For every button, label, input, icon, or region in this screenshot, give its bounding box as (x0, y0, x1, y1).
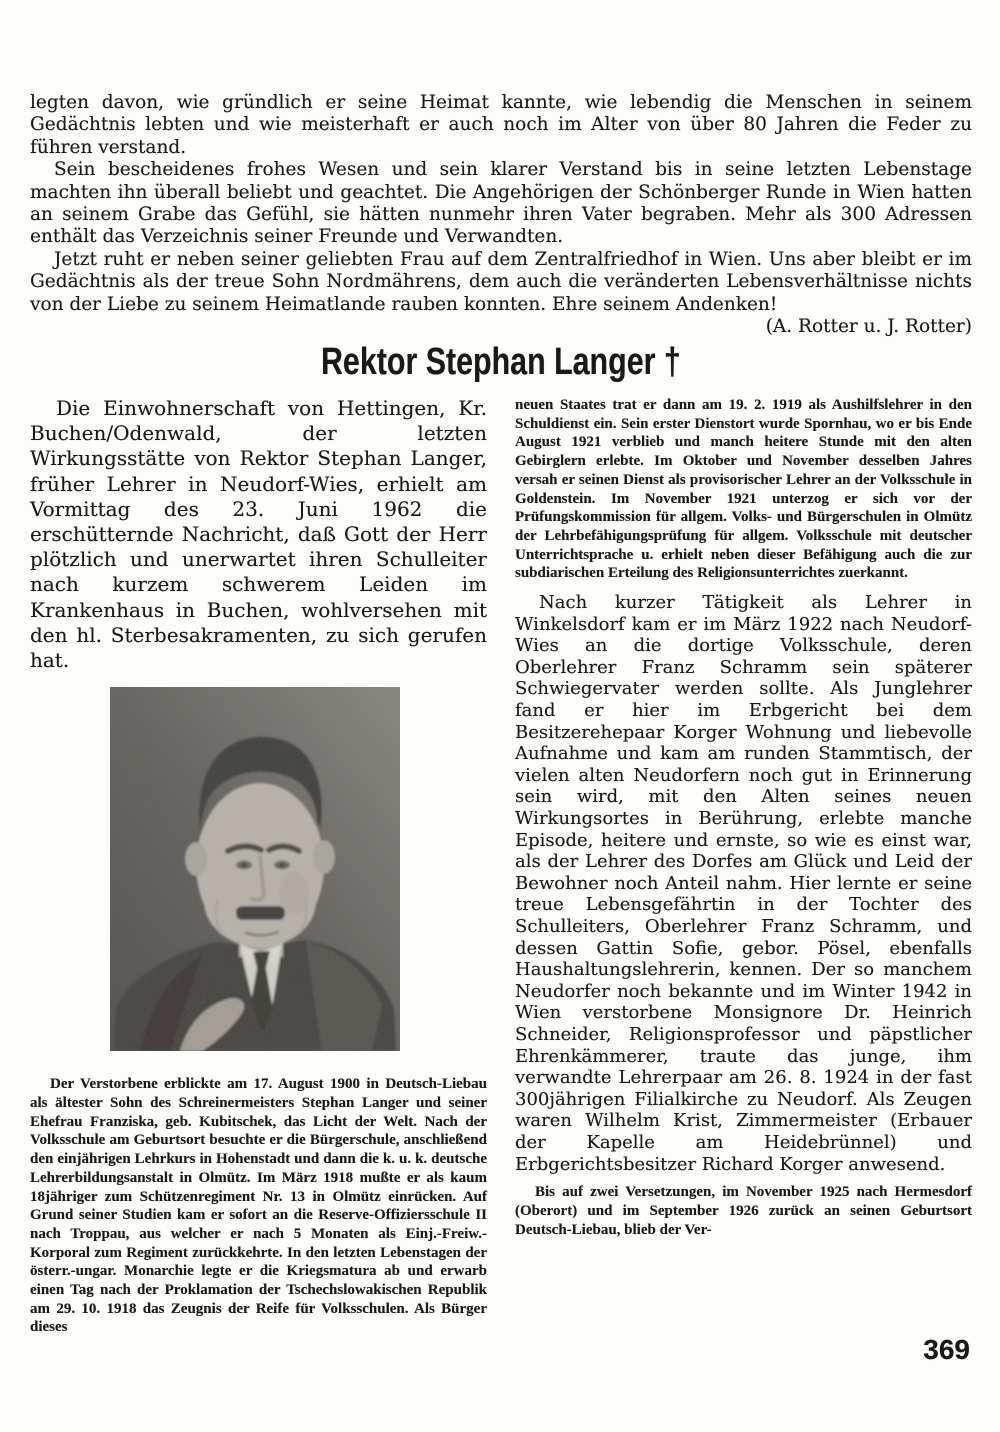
intro-paragraph-2: Sein bescheidenes frohes Wesen und sein klarer Verstand bis in seine letzten Lebenstage machten ihn überall beliebt und geachtet. Die Angehörigen der Schönberger Runde in Wien hatten an seinem Grabe das Gefühl, sie hätten nunmehr ihren Vater begraben. Mehr als 300 Adressen enthält das Verzeichnis seiner Freunde und Verwandten. (30, 159, 972, 248)
biography-paragraph: Der Verstorbene erblickte am 17. August 1900 in Deutsch-Liebau als ältester Sohn des Schreinermeisters Stephan Langer und seiner Ehefrau Franziska, geb. Kubitschek, das Licht der Welt. Nach der Volksschule am Geburtsort besuchte er die Bürgerschule, anschließend den einjährigen Lehrkurs in Hohenstadt und dann die k. u. k. deutsche Lehrerbildungsanstalt in Olmütz. Im März 1918 mußte er als kaum 18jähriger zum Schützenregiment Nr. 13 in Olmütz einrücken. Auf Grund seiner Studien kam er sofort an die Reserve-Offiziersschule II nach Troppau, aus welcher er nach 5 Monaten als Einj.-Freiw.-Korporal zum Regiment zurückkehrte. In den letzten Lebenstagen der österr.-ungar. Monarchie legte er die Kriegsmatura ab und erwarb einen Tag nach der Proklamation der Tschechslowakischen Republik am 29. 10. 1918 das Zeugnis der Reife für Volksschulen. Als Bürger dieses (30, 1076, 487, 1336)
intro-section (30, 92, 972, 338)
intro-paragraph-3-text: Jetzt ruht er neben seiner geliebten Frau auf dem Zentralfriedhof in Wien. Uns aber bleibt er im Gedächtnis als der treue Sohn Nordmährens, dem auch die veränderten Lebensverhältnisse nichts von der Liebe zu seinem Heimatlande rauben konnten. Ehre seinem Andenken! (30, 248, 972, 315)
portrait-photo-image (110, 687, 400, 1051)
page-number: 369 (923, 1334, 970, 1365)
biography-continuation-paragraph: neuen Staates trat er dann am 19. 2. 1919 als Aushilfslehrer in den Schuldienst ein. Sein erster Dienstort wurde Spornhau, wo er bis Ende August 1921 verblieb und manch heitere Stunde mit den alten Gebirglern erlebte. Im Oktober und November desselben Jahres versah er seinen Dienst als provisorischer Lehrer an der Volksschule in Goldenstein. Im November 1921 unterzog er sich vor der Prüfungskommission für allgem. Volks- und Bürgerschulen in Olmütz der Lehrbefähigungsprüfung für allgem. Volksschule mit deutscher Unterrichtsprache u. erhielt neben dieser Befähigung auch die zur subdiarischen Erteilung des Religionsunterrichtes zuerkannt. (515, 397, 972, 582)
intro-signature: (A. Rotter u. J. Rotter) (765, 316, 972, 338)
lead-paragraph: Die Einwohnerschaft von Hettingen, Kr. Buchen/Odenwald, der letzten Wirkungsstätte von Rektor Stephan Langer, früher Lehrer in Neudorf-Wies, erhielt am Vormittag des 23. Juni 1962 die erschütternde Nachricht, daß Gott der Herr plötzlich und unerwartet ihren Schulleiter nach kurzem schwerem Leiden im Krankenhaus in Buchen, wohlversehen mit den hl. Sterbesakramenten, zu sich gerufen hat. (30, 396, 487, 673)
portrait-photo (110, 687, 400, 1051)
article-title: Rektor Stephan Langer † (321, 341, 681, 384)
intro-paragraph-1: legten davon, wie gründlich er seine Heimat kannte, wie lebendig die Menschen in seinem Gedächtnis lebten und wie meisterhaft er auch noch im Alter von über 80 Jahren die Feder zu führen verstand. (30, 92, 972, 158)
left-column (30, 396, 487, 1337)
intro-paragraph-3 (30, 248, 972, 338)
article-columns (30, 396, 972, 1337)
right-column (515, 396, 972, 1239)
career-paragraph: Nach kurzer Tätigkeit als Lehrer in Winkelsdorf kam er im März 1922 nach Neudorf-Wies an die dortige Volksschule, deren Oberlehrer Franz Schramm sein späterer Schwiegervater werden sollte. Als Junglehrer fand er hier im Erbgericht bei dem Besitzerehepaar Korger Wohnung und liebevolle Aufnahme und kam am runden Stammtisch, der vielen alten Neudorfern noch gut in Erinnerung sein wird, mit den Alten seines neuen Wirkungsortes in Berührung, erlebte manche Episode, heitere und ernste, so wie es einst war, als der Lehrer des Dorfes am Glück und Leid der Bewohner noch Anteil nahm. Hier lernte er seine treue Lebensgefährtin in der Tochter des Schulleiters, Oberlehrer Franz Schramm, und dessen Gattin Sofie, gebor. Pösel, ebenfalls Haushaltungslehrerin, kennen. Der so manchem Neudorfer noch bekannte und im Winter 1942 in Wien verstorbene Monsignore Dr. Heinrich Schneider, Religionsprofessor und päpstlicher Ehrenkämmerer, traute das junge, ihm verwandte Lehrerpaar am 26. 8. 1924 in der fast 300jährigen Filialkirche zu Neudorf. Als Zeugen waren Wilhelm Krist, Zimmermeister (Erbauer der Kapelle am Heidebrünnel) und Erbgerichtsbesitzer Richard Korger anwesend. (515, 592, 972, 1175)
article-headline (30, 342, 972, 382)
closing-paragraph: Bis auf zwei Versetzungen, im November 1925 nach Hermesdorf (Oberort) und im September 1926 zurück an seinen Geburtsort Deutsch-Liebau, blieb der Ver- (515, 1184, 972, 1238)
